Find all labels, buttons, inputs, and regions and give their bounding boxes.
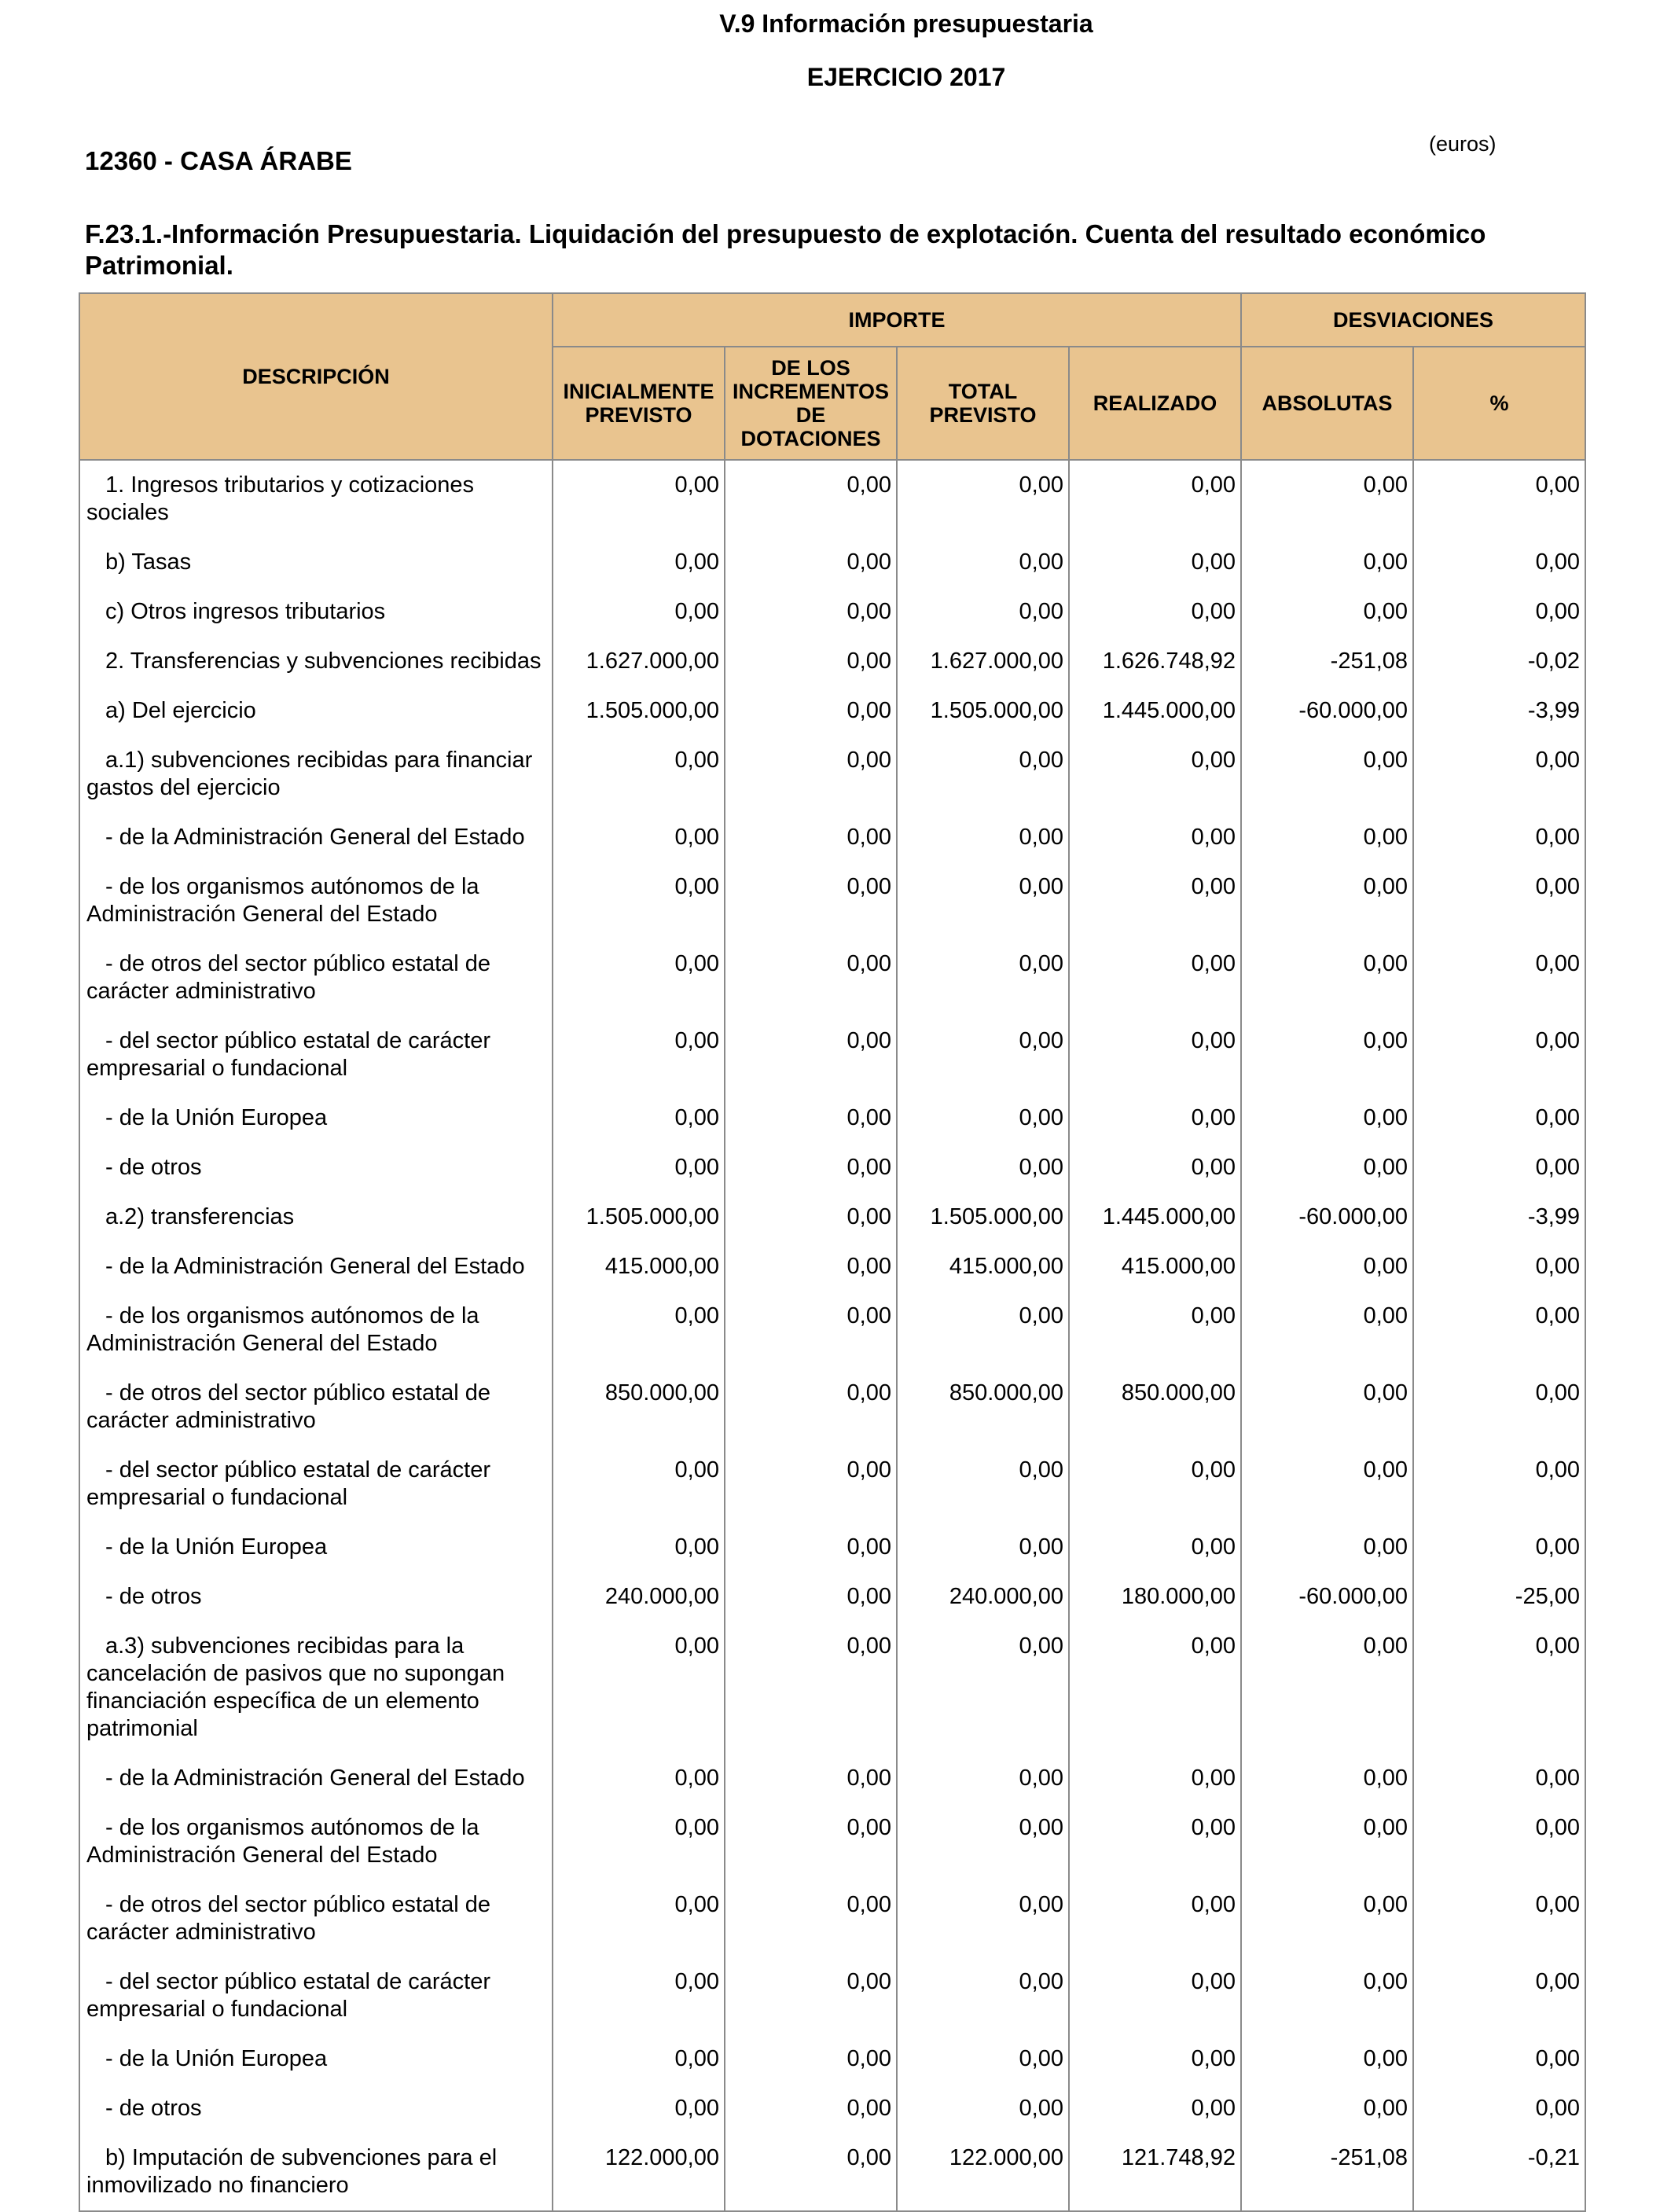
row-value: 0,00 — [1241, 1143, 1413, 1192]
row-value: 0,00 — [553, 1446, 725, 1523]
table-row — [79, 1192, 1585, 1242]
row-value: 0,00 — [1413, 1093, 1585, 1143]
row-value: 0,00 — [1413, 1016, 1585, 1093]
row-value: -60.000,00 — [1241, 1192, 1413, 1242]
row-value: 0,00 — [725, 686, 897, 736]
row-value: 0,00 — [1069, 1292, 1241, 1369]
row-description — [79, 1803, 553, 1880]
row-value: 0,00 — [725, 2084, 897, 2133]
row-value: 1.445.000,00 — [1069, 1192, 1241, 1242]
row-value: 0,00 — [725, 1369, 897, 1446]
row-value: 0,00 — [1241, 1242, 1413, 1292]
row-label: - del sector público estatal de carácter empresarial o fundacional — [86, 1457, 491, 1510]
row-value: 0,00 — [553, 1016, 725, 1093]
row-value: 0,00 — [1069, 587, 1241, 637]
table-row — [79, 1016, 1585, 1093]
row-description — [79, 1446, 553, 1523]
row-description — [79, 1016, 553, 1093]
row-value: 0,00 — [897, 1803, 1069, 1880]
row-value: -60.000,00 — [1241, 1572, 1413, 1622]
row-value: -251,08 — [1241, 637, 1413, 686]
row-value: -25,00 — [1413, 1572, 1585, 1622]
row-value: 0,00 — [553, 736, 725, 813]
row-description — [79, 1242, 553, 1292]
row-description — [79, 2084, 553, 2133]
row-value: 0,00 — [725, 1292, 897, 1369]
row-label: - de otros del sector público estatal de carácter administrativo — [86, 1892, 491, 1945]
row-value: 0,00 — [1413, 1523, 1585, 1572]
row-value: 0,00 — [897, 1957, 1069, 2034]
row-value: 0,00 — [1241, 862, 1413, 939]
row-description — [79, 2133, 553, 2211]
header-desviaciones: DESVIACIONES — [1241, 293, 1585, 347]
row-label: - de otros — [105, 2096, 202, 2121]
row-value: 0,00 — [553, 1093, 725, 1143]
table-row — [79, 587, 1585, 637]
row-value: 850.000,00 — [897, 1369, 1069, 1446]
row-label: a.2) transferencias — [105, 1204, 295, 1229]
table-row — [79, 1143, 1585, 1192]
row-value: 0,00 — [897, 2034, 1069, 2084]
row-value: 0,00 — [725, 2034, 897, 2084]
row-label: a.1) subvenciones recibidas para financiar gastos del ejercicio — [86, 748, 533, 800]
row-value: 0,00 — [1069, 813, 1241, 862]
header-porcentaje: % — [1413, 347, 1585, 460]
row-value: 0,00 — [553, 862, 725, 939]
table-row — [79, 1880, 1585, 1957]
row-value: 850.000,00 — [1069, 1369, 1241, 1446]
row-value: 0,00 — [1241, 1292, 1413, 1369]
row-value: 240.000,00 — [897, 1572, 1069, 1622]
row-value: 0,00 — [1241, 538, 1413, 587]
row-label: a) Del ejercicio — [105, 698, 256, 723]
row-label: - de la Administración General del Estado — [105, 1766, 525, 1791]
row-value: 0,00 — [1069, 1957, 1241, 2034]
row-value: 0,00 — [725, 1622, 897, 1754]
row-description — [79, 813, 553, 862]
row-value: 0,00 — [553, 1143, 725, 1192]
table-row — [79, 1242, 1585, 1292]
row-value: 0,00 — [1241, 813, 1413, 862]
row-value: 1.505.000,00 — [897, 686, 1069, 736]
row-value: 0,00 — [1413, 460, 1585, 538]
row-value: 0,00 — [897, 1754, 1069, 1803]
row-value: 0,00 — [1241, 736, 1413, 813]
table-row — [79, 1622, 1585, 1754]
row-value: 415.000,00 — [897, 1242, 1069, 1292]
row-value: 0,00 — [1069, 1093, 1241, 1143]
row-label: - de otros — [105, 1155, 202, 1180]
row-value: 1.626.748,92 — [1069, 637, 1241, 686]
row-value: 0,00 — [897, 587, 1069, 637]
row-value: 0,00 — [897, 1292, 1069, 1369]
header-absolutas: ABSOLUTAS — [1241, 347, 1413, 460]
row-value: 0,00 — [1069, 1143, 1241, 1192]
section-title: F.23.1.-Información Presupuestaria. Liquidación del presupuesto de explotación. Cuenta del resultado económico Patrimonial. — [85, 219, 1486, 280]
row-label: - del sector público estatal de carácter empresarial o fundacional — [86, 1028, 491, 1081]
row-value: 0,00 — [553, 1622, 725, 1754]
row-value: 0,00 — [1413, 1242, 1585, 1292]
table-row — [79, 939, 1585, 1016]
row-value: 0,00 — [725, 2133, 897, 2211]
row-value: 0,00 — [1069, 538, 1241, 587]
row-value: 0,00 — [725, 862, 897, 939]
row-description — [79, 1369, 553, 1446]
row-value: 0,00 — [1241, 460, 1413, 538]
row-value: 1.505.000,00 — [553, 686, 725, 736]
row-value: 0,00 — [725, 637, 897, 686]
row-value: 0,00 — [725, 460, 897, 538]
row-value: 0,00 — [725, 587, 897, 637]
row-value: 0,00 — [1413, 1622, 1585, 1754]
entity-name: 12360 - CASA ÁRABE — [85, 146, 352, 175]
row-value: 0,00 — [553, 1957, 725, 2034]
row-value: 0,00 — [1069, 1880, 1241, 1957]
row-value: 415.000,00 — [553, 1242, 725, 1292]
row-description — [79, 1143, 553, 1192]
header-incrementos-dotaciones: DE LOS INCREMENTOS DE DOTACIONES — [725, 347, 897, 460]
row-value: 0,00 — [1241, 1093, 1413, 1143]
row-value: 0,00 — [725, 813, 897, 862]
row-value: 0,00 — [553, 460, 725, 538]
row-description — [79, 637, 553, 686]
row-value: 0,00 — [1241, 1446, 1413, 1523]
row-label: a.3) subvenciones recibidas para la cancelación de pasivos que no supongan financiación específica de un elemento patrimonial — [86, 1633, 505, 1741]
row-value: 1.627.000,00 — [553, 637, 725, 686]
row-value: 0,00 — [1069, 1803, 1241, 1880]
header-importe: IMPORTE — [553, 293, 1241, 347]
row-value: 0,00 — [725, 1446, 897, 1523]
row-label: - de la Unión Europea — [105, 2046, 328, 2071]
row-value: 850.000,00 — [553, 1369, 725, 1446]
row-value: 0,00 — [1413, 587, 1585, 637]
row-value: 0,00 — [1241, 939, 1413, 1016]
row-value: 1.505.000,00 — [553, 1192, 725, 1242]
row-description — [79, 1754, 553, 1803]
row-value: 0,00 — [1413, 1957, 1585, 2034]
row-value: 0,00 — [1069, 736, 1241, 813]
row-value: 1.627.000,00 — [897, 637, 1069, 686]
row-value: 1.445.000,00 — [1069, 686, 1241, 736]
table-row — [79, 637, 1585, 686]
row-value: 0,00 — [553, 1880, 725, 1957]
row-value: 0,00 — [897, 460, 1069, 538]
row-value: 0,00 — [1069, 1622, 1241, 1754]
row-description — [79, 1572, 553, 1622]
table-row — [79, 1957, 1585, 2034]
row-value: 0,00 — [1413, 1292, 1585, 1369]
row-value: 0,00 — [725, 1754, 897, 1803]
row-value: 0,00 — [553, 1523, 725, 1572]
row-value: 0,00 — [553, 538, 725, 587]
row-value: 0,00 — [897, 1446, 1069, 1523]
row-value: 0,00 — [1241, 1803, 1413, 1880]
row-value: 0,00 — [897, 813, 1069, 862]
row-value: 0,00 — [553, 2034, 725, 2084]
row-value: 0,00 — [725, 1192, 897, 1242]
row-value: 0,00 — [1241, 1369, 1413, 1446]
row-value: 1.505.000,00 — [897, 1192, 1069, 1242]
row-value: 0,00 — [1069, 1016, 1241, 1093]
row-label: c) Otros ingresos tributarios — [105, 599, 386, 624]
row-value: 122.000,00 — [897, 2133, 1069, 2211]
row-description — [79, 587, 553, 637]
table-row — [79, 1446, 1585, 1523]
row-value: -3,99 — [1413, 686, 1585, 736]
fiscal-year: EJERCICIO 2017 — [806, 63, 1006, 91]
row-description — [79, 686, 553, 736]
row-value: 0,00 — [725, 736, 897, 813]
row-value: 0,00 — [1413, 939, 1585, 1016]
row-value: 0,00 — [725, 1523, 897, 1572]
table-row — [79, 1369, 1585, 1446]
row-description — [79, 1523, 553, 1572]
table-row — [79, 813, 1585, 862]
row-label: - de los organismos autónomos de la Administración General del Estado — [86, 1303, 479, 1356]
row-value: 0,00 — [553, 587, 725, 637]
row-label: - de la Unión Europea — [105, 1105, 328, 1130]
row-value: 0,00 — [725, 1143, 897, 1192]
row-value: -251,08 — [1241, 2133, 1413, 2211]
row-description — [79, 862, 553, 939]
row-value: 0,00 — [1069, 1446, 1241, 1523]
row-value: 0,00 — [1413, 1369, 1585, 1446]
row-value: 0,00 — [725, 1880, 897, 1957]
row-value: 0,00 — [1241, 1016, 1413, 1093]
row-description — [79, 1292, 553, 1369]
row-label: - de otros del sector público estatal de carácter administrativo — [86, 951, 491, 1004]
row-value: 0,00 — [1413, 1754, 1585, 1803]
row-value: 0,00 — [1241, 2084, 1413, 2133]
row-value: 0,00 — [897, 1523, 1069, 1572]
row-value: 0,00 — [553, 1803, 725, 1880]
row-description — [79, 1192, 553, 1242]
row-value: 0,00 — [725, 1572, 897, 1622]
row-description — [79, 1093, 553, 1143]
row-description — [79, 460, 553, 538]
row-label: - de los organismos autónomos de la Administración General del Estado — [86, 874, 479, 927]
row-description — [79, 939, 553, 1016]
table-row — [79, 1572, 1585, 1622]
row-value: 415.000,00 — [1069, 1242, 1241, 1292]
table-row — [79, 2034, 1585, 2084]
row-value: 0,00 — [1069, 862, 1241, 939]
row-value: 0,00 — [1413, 813, 1585, 862]
header-realizado: REALIZADO — [1069, 347, 1241, 460]
header-descripcion: DESCRIPCIÓN — [79, 293, 553, 460]
row-value: 0,00 — [553, 2084, 725, 2133]
row-value: 0,00 — [553, 813, 725, 862]
currency-unit: (euros) — [1429, 132, 1497, 156]
row-description — [79, 1880, 553, 1957]
row-value: 0,00 — [1241, 1754, 1413, 1803]
row-value: 0,00 — [725, 538, 897, 587]
row-value: -0,02 — [1413, 637, 1585, 686]
row-value: 0,00 — [897, 1016, 1069, 1093]
row-value: -0,21 — [1413, 2133, 1585, 2211]
table-row — [79, 1292, 1585, 1369]
row-value: 0,00 — [1413, 1803, 1585, 1880]
row-value: 0,00 — [725, 1093, 897, 1143]
table-row — [79, 538, 1585, 587]
row-value: 0,00 — [1413, 736, 1585, 813]
row-value: 0,00 — [725, 939, 897, 1016]
row-value: 0,00 — [1413, 538, 1585, 587]
row-value: 0,00 — [553, 1292, 725, 1369]
table-row — [79, 1523, 1585, 1572]
row-value: 0,00 — [1413, 1143, 1585, 1192]
row-description — [79, 1957, 553, 2034]
table-row — [79, 862, 1585, 939]
row-value: -3,99 — [1413, 1192, 1585, 1242]
row-value: 0,00 — [1241, 1622, 1413, 1754]
row-value: 180.000,00 — [1069, 1572, 1241, 1622]
row-value: 0,00 — [1241, 587, 1413, 637]
row-value: 0,00 — [1413, 2084, 1585, 2133]
table-row — [79, 2133, 1585, 2211]
row-value: 0,00 — [725, 1957, 897, 2034]
row-label: - de la Unión Europea — [105, 1534, 328, 1560]
row-label: 1. Ingresos tributarios y cotizaciones sociales — [86, 472, 475, 525]
row-value: 0,00 — [1413, 2034, 1585, 2084]
row-description — [79, 2034, 553, 2084]
row-label: 2. Transferencias y subvenciones recibidas — [105, 649, 542, 674]
row-description — [79, 736, 553, 813]
row-value: -60.000,00 — [1241, 686, 1413, 736]
row-value: 0,00 — [897, 538, 1069, 587]
row-value: 0,00 — [725, 1803, 897, 1880]
row-label: - de otros — [105, 1584, 202, 1609]
budget-table — [79, 292, 1586, 2212]
table-row — [79, 686, 1585, 736]
row-value: 0,00 — [897, 1880, 1069, 1957]
row-label: b) Tasas — [105, 549, 192, 575]
table-row — [79, 460, 1585, 538]
table-row — [79, 1803, 1585, 1880]
row-value: 0,00 — [1069, 2084, 1241, 2133]
row-value: 0,00 — [1241, 1523, 1413, 1572]
row-label: - de la Administración General del Estado — [105, 1254, 525, 1279]
table-row — [79, 1754, 1585, 1803]
row-value: 0,00 — [1413, 1446, 1585, 1523]
row-value: 0,00 — [897, 1093, 1069, 1143]
row-description — [79, 538, 553, 587]
row-value: 0,00 — [897, 1622, 1069, 1754]
row-value: 0,00 — [553, 939, 725, 1016]
row-label: - de los organismos autónomos de la Administración General del Estado — [86, 1815, 479, 1868]
header-inicialmente-previsto: INICIALMENTE PREVISTO — [553, 347, 725, 460]
report-title: V.9 Información presupuestaria — [719, 9, 1093, 38]
row-label: - del sector público estatal de carácter empresarial o fundacional — [86, 1969, 491, 2022]
table-row — [79, 736, 1585, 813]
row-value: 0,00 — [553, 1754, 725, 1803]
row-label: - de la Administración General del Estado — [105, 825, 525, 850]
row-value: 121.748,92 — [1069, 2133, 1241, 2211]
row-value: 0,00 — [1413, 862, 1585, 939]
row-value: 0,00 — [897, 862, 1069, 939]
row-value: 0,00 — [1069, 460, 1241, 538]
row-value: 0,00 — [1069, 1523, 1241, 1572]
row-value: 0,00 — [1069, 1754, 1241, 1803]
table-row — [79, 1093, 1585, 1143]
row-label: - de otros del sector público estatal de carácter administrativo — [86, 1380, 491, 1433]
row-value: 0,00 — [897, 1143, 1069, 1192]
row-description — [79, 1622, 553, 1754]
row-value: 0,00 — [725, 1016, 897, 1093]
row-value: 0,00 — [725, 1242, 897, 1292]
row-value: 0,00 — [1413, 1880, 1585, 1957]
row-value: 0,00 — [1241, 2034, 1413, 2084]
row-value: 122.000,00 — [553, 2133, 725, 2211]
row-value: 0,00 — [897, 736, 1069, 813]
row-label: b) Imputación de subvenciones para el inmovilizado no financiero — [86, 2145, 498, 2198]
row-value: 0,00 — [897, 939, 1069, 1016]
row-value: 0,00 — [1241, 1957, 1413, 2034]
row-value: 0,00 — [1241, 1880, 1413, 1957]
row-value: 240.000,00 — [553, 1572, 725, 1622]
row-value: 0,00 — [1069, 939, 1241, 1016]
header-total-previsto: TOTAL PREVISTO — [897, 347, 1069, 460]
table-row — [79, 2084, 1585, 2133]
row-value: 0,00 — [1069, 2034, 1241, 2084]
row-value: 0,00 — [897, 2084, 1069, 2133]
